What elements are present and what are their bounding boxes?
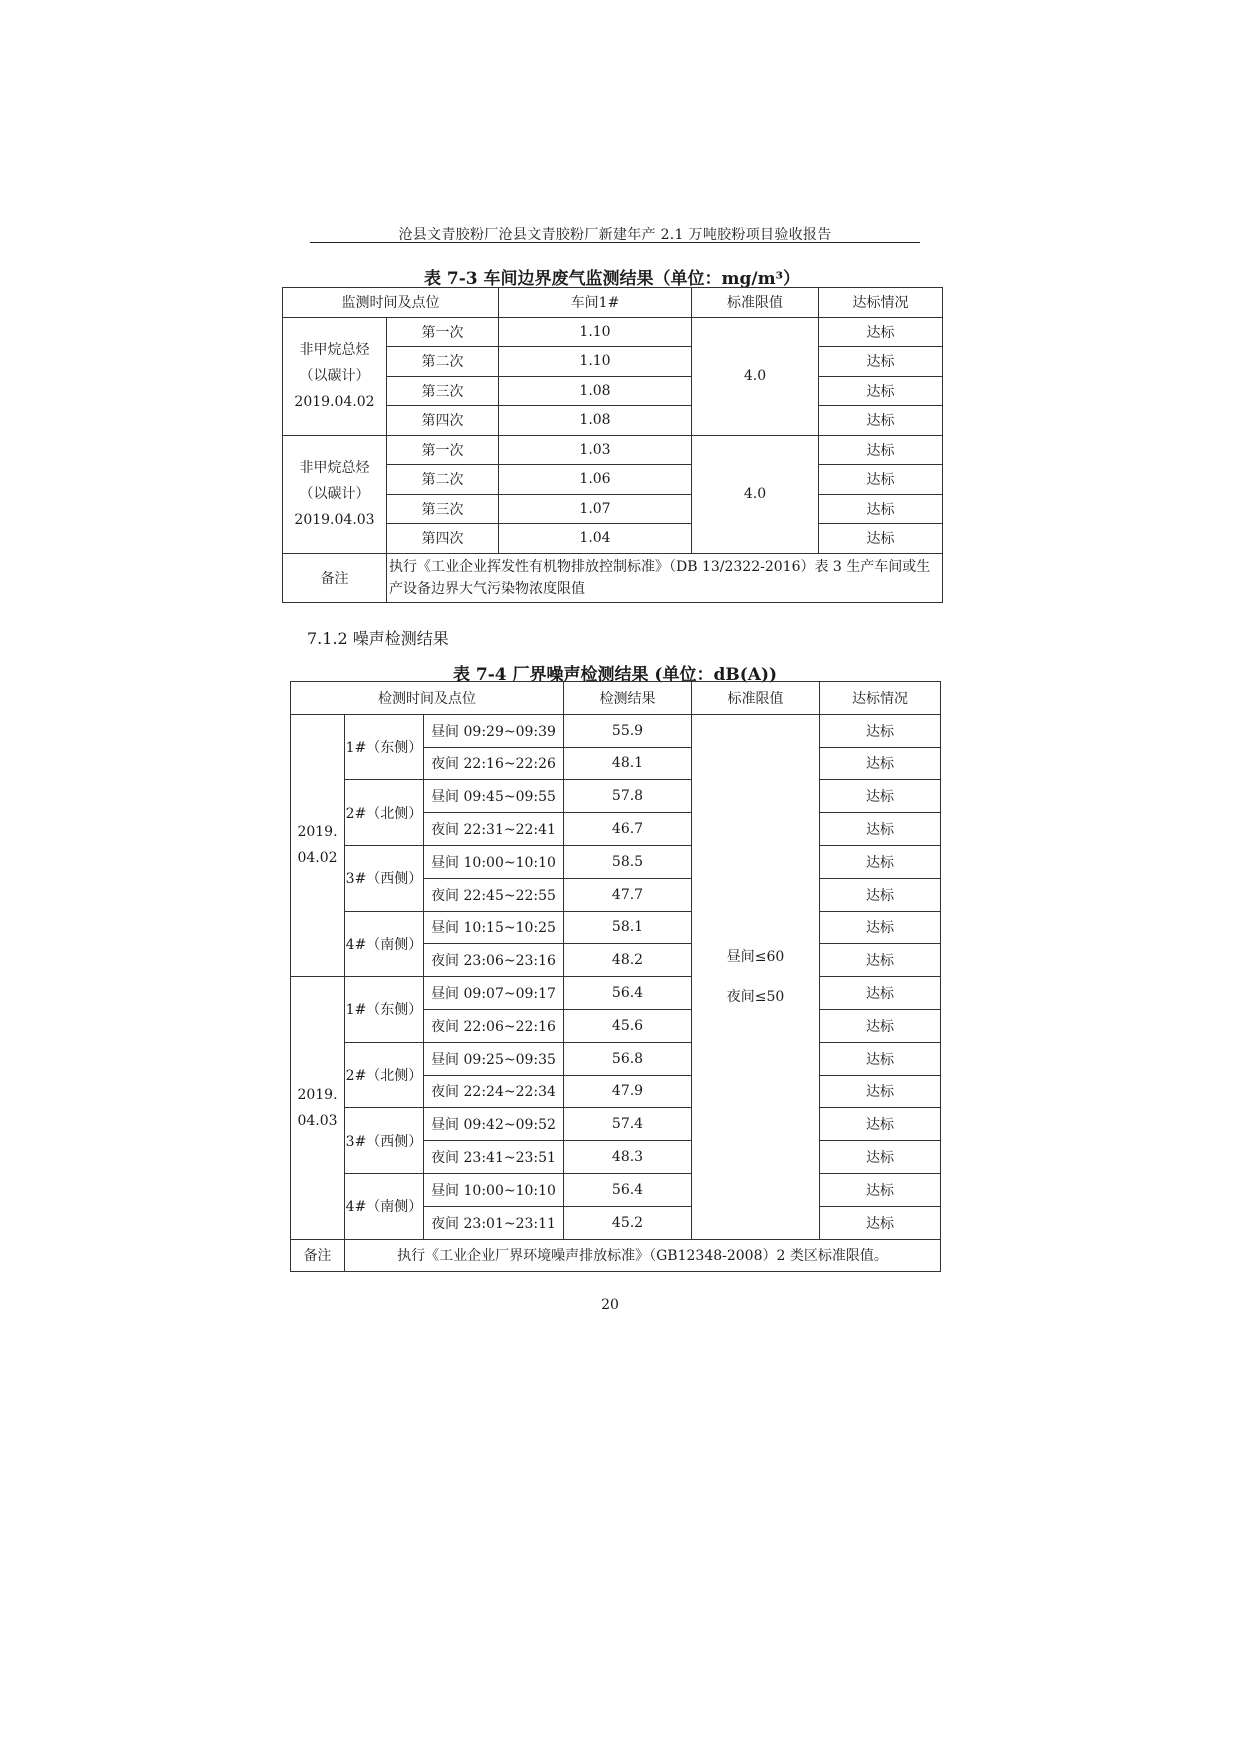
status-cell: 达标 — [820, 845, 941, 878]
group-basis: （以碳计） — [299, 368, 370, 384]
round-cell: 第三次 — [387, 376, 499, 406]
value-cell: 47.7 — [564, 878, 692, 911]
status-cell: 达标 — [820, 944, 941, 977]
value-cell: 1.08 — [499, 406, 692, 436]
time-cell: 昼间 09:25~09:35 — [424, 1042, 564, 1075]
standard-cell: 4.0 — [692, 435, 819, 553]
status-cell: 达标 — [820, 977, 941, 1010]
status-cell: 达标 — [820, 1173, 941, 1206]
note-label: 备注 — [283, 553, 387, 602]
status-cell: 达标 — [820, 1075, 941, 1108]
status-cell: 达标 — [820, 780, 941, 813]
value-cell: 45.6 — [564, 1009, 692, 1042]
col-header-result: 检测结果 — [564, 682, 692, 715]
status-cell: 达标 — [820, 813, 941, 846]
time-cell: 夜间 22:31~22:41 — [424, 813, 564, 846]
round-cell: 第四次 — [387, 406, 499, 436]
status-cell: 达标 — [820, 1108, 941, 1141]
status-cell: 达标 — [819, 406, 943, 436]
status-cell: 达标 — [820, 1206, 941, 1239]
value-cell: 58.5 — [564, 845, 692, 878]
table-row — [291, 911, 941, 944]
table-7-3 — [282, 287, 943, 603]
point-cell: 3#（西侧） — [345, 1108, 424, 1174]
table-row — [283, 317, 943, 347]
status-cell: 达标 — [820, 1141, 941, 1174]
status-cell: 达标 — [819, 435, 943, 465]
group-basis: （以碳计） — [299, 486, 370, 502]
time-cell: 昼间 09:42~09:52 — [424, 1108, 564, 1141]
time-cell: 昼间 10:00~10:10 — [424, 1173, 564, 1206]
section-heading: 7.1.2 噪声检测结果 — [307, 629, 449, 648]
date-cell — [291, 977, 345, 1239]
table-row — [283, 435, 943, 465]
status-cell: 达标 — [820, 878, 941, 911]
standard-day: 昼间≤60 — [726, 948, 785, 965]
group-pollutant: 非甲烷总烃 — [299, 460, 370, 476]
value-cell: 48.1 — [564, 747, 692, 780]
note-text: 执行《工业企业挥发性有机物排放控制标准》（DB 13/2322-2016）表 3 生产车间或生产设备边界大气污染物浓度限值 — [387, 553, 943, 602]
note-text: 执行《工业企业厂界环境噪声排放标准》（GB12348-2008）2 类区标准限值。 — [345, 1239, 941, 1271]
date-monthday: 04.02 — [297, 850, 338, 867]
point-cell: 2#（北侧） — [345, 780, 424, 846]
col-header-time-point: 监测时间及点位 — [283, 288, 499, 318]
time-cell: 夜间 23:01~23:11 — [424, 1206, 564, 1239]
status-cell: 达标 — [819, 317, 943, 347]
round-cell: 第二次 — [387, 465, 499, 495]
table-7-4 — [290, 681, 941, 1272]
time-cell: 夜间 22:16~22:26 — [424, 747, 564, 780]
point-cell: 1#（东侧） — [345, 977, 424, 1043]
point-cell: 4#（南侧） — [345, 1173, 424, 1239]
value-cell: 56.4 — [564, 1173, 692, 1206]
table-row — [291, 714, 941, 747]
point-cell: 1#（东侧） — [345, 714, 424, 780]
time-cell: 夜间 22:45~22:55 — [424, 878, 564, 911]
value-cell: 45.2 — [564, 1206, 692, 1239]
table-row — [291, 845, 941, 878]
point-cell: 2#（北侧） — [345, 1042, 424, 1108]
value-cell: 1.07 — [499, 494, 692, 524]
group-date: 2019.04.03 — [294, 512, 375, 528]
status-cell: 达标 — [820, 714, 941, 747]
value-cell: 57.4 — [564, 1108, 692, 1141]
status-cell: 达标 — [819, 494, 943, 524]
header-divider — [310, 242, 920, 243]
col-header-status: 达标情况 — [820, 682, 941, 715]
value-cell: 47.9 — [564, 1075, 692, 1108]
page-number: 20 — [601, 1297, 619, 1313]
status-cell: 达标 — [819, 376, 943, 406]
col-header-time-point: 检测时间及点位 — [291, 682, 564, 715]
time-cell: 昼间 09:07~09:17 — [424, 977, 564, 1010]
time-cell: 夜间 23:06~23:16 — [424, 944, 564, 977]
round-cell: 第三次 — [387, 494, 499, 524]
col-header-workshop: 车间1# — [499, 288, 692, 318]
value-cell: 1.10 — [499, 317, 692, 347]
round-cell: 第四次 — [387, 524, 499, 554]
time-cell: 昼间 10:00~10:10 — [424, 845, 564, 878]
group-label-cell — [283, 317, 387, 435]
value-cell: 46.7 — [564, 813, 692, 846]
table-7-4-caption: 表 7-4 厂界噪声检测结果 (单位：dB(A)) — [452, 665, 778, 685]
group-date: 2019.04.02 — [294, 394, 375, 410]
note-label: 备注 — [291, 1239, 345, 1271]
standard-cell: 4.0 — [692, 317, 819, 435]
time-cell: 昼间 09:29~09:39 — [424, 714, 564, 747]
note-row — [283, 553, 943, 602]
value-cell: 56.8 — [564, 1042, 692, 1075]
value-cell: 55.9 — [564, 714, 692, 747]
table-7-3-caption: 表 7-3 车间边界废气监测结果（单位：mg/m³） — [423, 269, 801, 289]
status-cell: 达标 — [820, 911, 941, 944]
table-row — [291, 780, 941, 813]
time-cell: 夜间 23:41~23:51 — [424, 1141, 564, 1174]
status-cell: 达标 — [819, 465, 943, 495]
point-cell: 3#（西侧） — [345, 845, 424, 911]
group-pollutant: 非甲烷总烃 — [299, 342, 370, 358]
col-header-standard: 标准限值 — [692, 682, 820, 715]
value-cell: 1.06 — [499, 465, 692, 495]
date-cell — [291, 714, 345, 976]
date-monthday: 04.03 — [297, 1112, 338, 1129]
round-cell: 第一次 — [387, 317, 499, 347]
standard-cell — [692, 714, 820, 1239]
value-cell: 1.10 — [499, 347, 692, 377]
table-row — [291, 1042, 941, 1075]
date-year: 2019. — [297, 824, 338, 841]
date-year: 2019. — [297, 1086, 338, 1103]
report-header-title: 沧县文青胶粉厂沧县文青胶粉厂新建年产 2.1 万吨胶粉项目验收报告 — [398, 227, 832, 243]
value-cell: 57.8 — [564, 780, 692, 813]
status-cell: 达标 — [819, 347, 943, 377]
group-label-cell — [283, 435, 387, 553]
value-cell: 48.3 — [564, 1141, 692, 1174]
value-cell: 56.4 — [564, 977, 692, 1010]
time-cell: 夜间 22:06~22:16 — [424, 1009, 564, 1042]
status-cell: 达标 — [820, 1042, 941, 1075]
table-row — [291, 1173, 941, 1206]
note-row — [291, 1239, 941, 1271]
round-cell: 第二次 — [387, 347, 499, 377]
status-cell: 达标 — [820, 747, 941, 780]
round-cell: 第一次 — [387, 435, 499, 465]
value-cell: 1.04 — [499, 524, 692, 554]
table-row — [291, 1108, 941, 1141]
time-cell: 昼间 10:15~10:25 — [424, 911, 564, 944]
time-cell: 夜间 22:24~22:34 — [424, 1075, 564, 1108]
value-cell: 1.03 — [499, 435, 692, 465]
col-header-standard: 标准限值 — [692, 288, 819, 318]
table-row — [291, 977, 941, 1010]
value-cell: 48.2 — [564, 944, 692, 977]
time-cell: 昼间 09:45~09:55 — [424, 780, 564, 813]
col-header-status: 达标情况 — [819, 288, 943, 318]
point-cell: 4#（南侧） — [345, 911, 424, 977]
value-cell: 58.1 — [564, 911, 692, 944]
status-cell: 达标 — [820, 1009, 941, 1042]
status-cell: 达标 — [819, 524, 943, 554]
value-cell: 1.08 — [499, 376, 692, 406]
standard-night: 夜间≤50 — [726, 988, 785, 1005]
